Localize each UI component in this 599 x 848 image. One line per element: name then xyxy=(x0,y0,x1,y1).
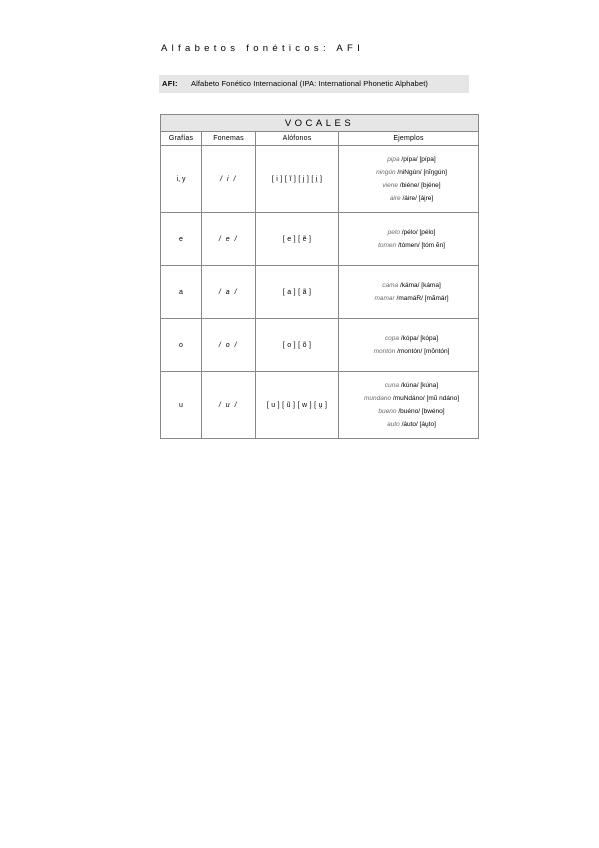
example-word: mundano xyxy=(363,395,392,402)
grafia-cell: e xyxy=(161,213,202,266)
example-line xyxy=(345,226,478,239)
page-title: Alfabetos fonéticos: AFI xyxy=(161,43,365,54)
header-ejemplos: Ejemplos xyxy=(339,132,479,146)
example-word: aire xyxy=(389,195,401,202)
table-row xyxy=(161,372,479,439)
alofonos-cell: [ u ] [ ũ ] [ w ] [ u̯ ] xyxy=(256,372,339,439)
fonema-cell: / u / xyxy=(202,372,256,439)
example-line xyxy=(345,292,478,305)
fonema-cell: / a / xyxy=(202,266,256,319)
header-grafias: Grafías xyxy=(161,132,202,146)
ejemplos-cell xyxy=(339,146,479,213)
example-transcription: /mamáR/ [mãmár] xyxy=(396,295,449,302)
example-line xyxy=(345,345,478,358)
example-word: tomen xyxy=(378,242,397,249)
example-line xyxy=(345,179,478,192)
example-line xyxy=(345,405,478,418)
example-transcription: /pélo/ [pélo] xyxy=(401,229,436,236)
afi-description: Alfabeto Fonético Internacional (IPA: International Phonetic Alphabet) xyxy=(191,79,429,88)
example-transcription: /montón/ [mõntón] xyxy=(397,348,450,355)
example-transcription: /buéno/ [bwéno] xyxy=(398,408,445,415)
alofonos-cell: [ a ] [ ã ] xyxy=(256,266,339,319)
example-word: montón xyxy=(373,348,396,355)
example-transcription: /áire/ [ái̯re] xyxy=(402,195,434,202)
ejemplos-cell xyxy=(339,266,479,319)
example-transcription: /káma/ [káma] xyxy=(399,282,441,289)
ejemplos-cell xyxy=(339,319,479,372)
example-transcription: /niNgún/ [nĩŋgún] xyxy=(397,169,447,176)
grafia-cell: u xyxy=(161,372,202,439)
example-word: cama xyxy=(382,282,399,289)
afi-definition-bar xyxy=(159,75,469,93)
fonema-cell: / i / xyxy=(202,146,256,213)
alofonos-cell: [ o ] [ õ ] xyxy=(256,319,339,372)
table-row xyxy=(161,319,479,372)
example-line xyxy=(345,153,478,166)
ejemplos-cell xyxy=(339,213,479,266)
example-line xyxy=(345,166,478,179)
afi-label: AFI: xyxy=(162,79,178,88)
example-word: mamar xyxy=(374,295,395,302)
example-line xyxy=(345,239,478,252)
grafia-cell: o xyxy=(161,319,202,372)
table-row xyxy=(161,146,479,213)
example-word: bueno xyxy=(378,408,397,415)
example-transcription: /muNdáno/ [mũ ndáno] xyxy=(392,395,460,402)
example-line xyxy=(345,192,478,205)
example-transcription: /kúna/ [kúna] xyxy=(400,382,439,389)
example-line xyxy=(345,379,478,392)
alofonos-cell: [ i ] [ ĩ ] [ j ] [ i̯ ] xyxy=(256,146,339,213)
example-transcription: /pípa/ [pípa] xyxy=(401,156,436,163)
example-word: copa xyxy=(384,335,400,342)
example-line xyxy=(345,418,478,431)
header-fonemas: Fonemas xyxy=(202,132,256,146)
table-row xyxy=(161,266,479,319)
table-title: VOCALES xyxy=(161,115,479,132)
example-word: cuna xyxy=(384,382,400,389)
fonema-cell: / o / xyxy=(202,319,256,372)
example-line xyxy=(345,279,478,292)
ejemplos-cell xyxy=(339,372,479,439)
grafia-cell: i, y xyxy=(161,146,202,213)
header-alofonos: Alófonos xyxy=(256,132,339,146)
example-line xyxy=(345,392,478,405)
example-transcription: /kópa/ [kópa] xyxy=(400,335,439,342)
example-word: ningún xyxy=(376,169,396,176)
example-word: auto xyxy=(387,421,400,428)
example-word: viene xyxy=(382,182,398,189)
fonema-cell: / e / xyxy=(202,213,256,266)
example-line xyxy=(345,332,478,345)
example-word: pelo xyxy=(387,229,400,236)
table-row xyxy=(161,213,479,266)
example-transcription: /tómen/ [tóm ẽn] xyxy=(397,242,445,249)
grafia-cell: a xyxy=(161,266,202,319)
example-transcription: /áuto/ [áu̯to] xyxy=(401,421,436,428)
vowels-table xyxy=(160,114,479,439)
example-transcription: /biéne/ [bjéne] xyxy=(399,182,441,189)
example-word: pipa xyxy=(387,156,400,163)
alofonos-cell: [ e ] [ ẽ ] xyxy=(256,213,339,266)
